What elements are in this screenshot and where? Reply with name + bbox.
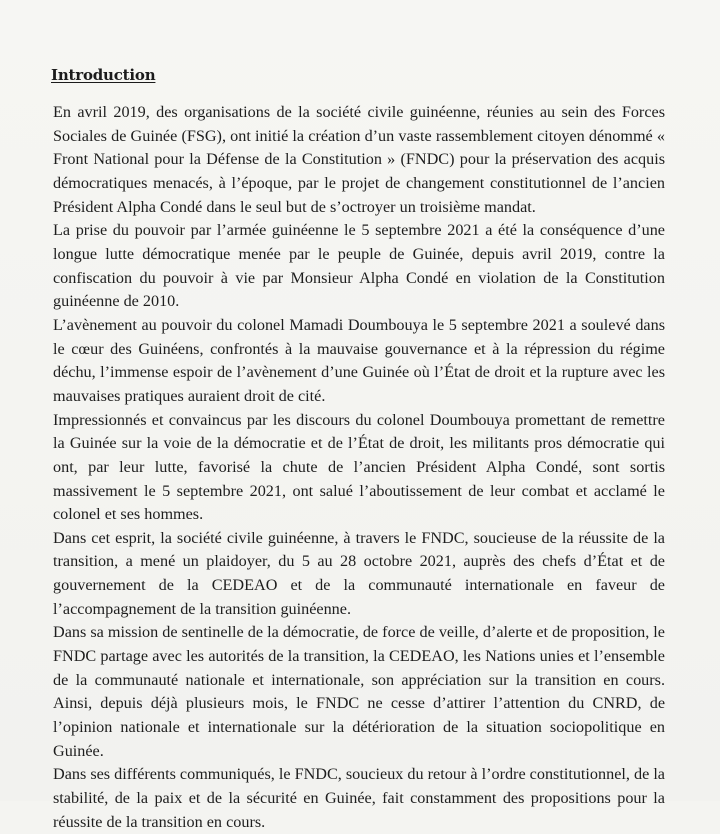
- paragraph-5: Dans cet esprit, la société civile guinéenne, à travers le FNDC, soucieuse de la réussite de la transition, a mené un plaidoyer, du 5 au 28 octobre 2021, auprès des chefs d’État et de gouvernement de la CEDEAO et de la communauté internationale en faveur de l’accompagnement de la transition guinéenne.: [53, 528, 665, 618]
- paragraph-6: Dans sa mission de sentinelle de la démocratie, de force de veille, d’alerte et de proposition, le FNDC partage avec les autorités de la transition, la CEDEAO, les Nations unies et l’ensemble de la communauté nationale et internationale, son appréciation sur la transition en cours. Ainsi, depuis déjà plusieurs mois, le FNDC ne cesse d’attirer l’attention du CNRD, de l’opinion nationale et internationale sur la détérioration de la situation sociopolitique en Guinée.: [53, 623, 665, 760]
- document-body: [53, 101, 665, 834]
- paragraph-2: La prise du pouvoir par l’armée guinéenne le 5 septembre 2021 a été la conséquence d’une longue lutte démocratique menée par le peuple de Guinée, depuis avril 2019, contre la confiscation du pouvoir à vie par Monsieur Alpha Condé en violation de la Constitution guinéenne de 2010.: [53, 221, 665, 311]
- paragraph-3: L’avènement au pouvoir du colonel Mamadi Doumbouya le 5 septembre 2021 a soulevé dans le cœur des Guinéens, confrontés à la mauvaise gouvernance et à la répression du régime déchu, l’immense espoir de l’avènement d’une Guinée où l’État de droit et la rupture avec les mauvaises pratiques auraient droit de cité.: [53, 315, 665, 405]
- paragraph-1: En avril 2019, des organisations de la société civile guinéenne, réunies au sein des Forces Sociales de Guinée (FSG), ont initié la création d’un vaste rassemblement citoyen dénommé « Front National pour la Défense de la Constitution » (FNDC) pour la préservation des acquis démocratiques menacés, à l’époque, par le projet de changement constitutionnel de l’ancien Président Alpha Condé dans le seul but de s’octroyer un troisième mandat.: [53, 103, 665, 216]
- paragraph-7: Dans ses différents communiqués, le FNDC, soucieux du retour à l’ordre constitutionnel, de la stabilité, de la paix et de la sécurité en Guinée, fait constamment des propositions pour la réussite de la transition en cours.: [53, 765, 665, 831]
- section-heading: Introduction: [51, 66, 156, 84]
- paragraph-4: Impressionnés et convaincus par les discours du colonel Doumbouya promettant de remettre la Guinée sur la voie de la démocratie et de l’État de droit, les militants pros démocratie qui ont, par leur lutte, favorisé la chute de l’ancien Président Alpha Condé, sont sortis massivement le 5 septembre 2021, ont salué l’aboutissement de leur combat et acclamé le colonel et ses hommes.: [53, 410, 665, 524]
